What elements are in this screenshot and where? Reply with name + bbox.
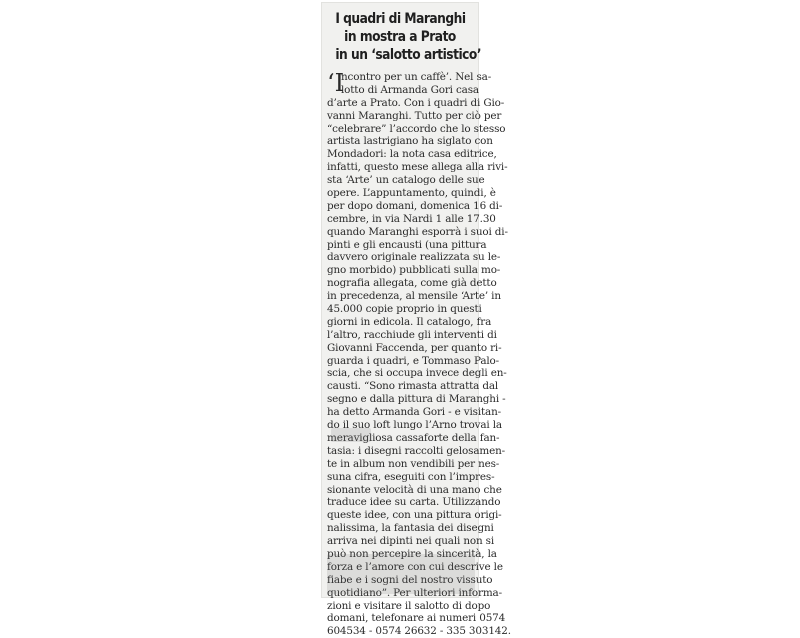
article-line: meravigliosa cassaforte della fan-	[327, 431, 500, 444]
newspaper-clipping	[321, 2, 511, 638]
article-line: in precedenza, al mensile ‘Arte’ in	[327, 290, 501, 303]
article-line: 604534 - 0574 26632 - 335 303142.	[327, 625, 511, 638]
article-line: ha detto Armanda Gori - e visitan-	[327, 406, 501, 419]
article-headline	[335, 10, 481, 64]
headline-line-3: in un ‘salotto artistico’	[335, 46, 481, 63]
article-line: opere. L’appuntamento, quindi, è	[327, 187, 496, 200]
article-line: per dopo domani, domenica 16 di-	[327, 199, 503, 212]
article-line: cembre, in via Nardi 1 alle 17.30	[327, 212, 496, 225]
article-line: traduce idee su carta. Utilizzando	[327, 496, 501, 509]
article-line: infatti, questo mese allega alla rivi-	[327, 161, 508, 174]
article-line: forza e l’amore con cui descrive le	[327, 560, 503, 573]
article-line: Mondadori: la nota casa editrice,	[327, 148, 497, 161]
article-line: arriva nei dipinti nei quali non si	[327, 535, 495, 548]
article-line: tasia: i disegni raccolti gelosamen-	[327, 444, 505, 457]
paper-scuff-mark	[327, 554, 503, 594]
article-line: nalissima, la fantasia dei disegni	[327, 522, 494, 535]
article-line: nografia allegata, come già detto	[327, 277, 497, 290]
article-line: può non percepire la sincerità, la	[327, 547, 497, 560]
article-line: “celebrare” l’accordo che lo stesso	[327, 122, 506, 135]
article-line: ncontro per un caffè’. Nel sa-	[341, 71, 492, 83]
article-line: scia, che si occupa invece degli en-	[327, 367, 507, 380]
article-dropcap: ‘I	[327, 69, 345, 97]
article-line: zioni e visitare il salotto di dopo	[327, 599, 491, 612]
article-line: d’arte a Prato. Con i quadri di Gio-	[327, 96, 505, 109]
article-line: 45.000 copie proprio in questi	[327, 303, 482, 316]
article-line: do il suo loft lungo l’Arno trovai la	[327, 419, 502, 432]
article-line: quotidiano”. Per ulteriori informa-	[327, 586, 502, 599]
article-line: lotto di Armanda Gori casa	[341, 83, 479, 96]
article-line: suna cifra, eseguiti con l’impres-	[327, 470, 495, 483]
article-line: quando Maranghi esporrà i suoi di-	[327, 225, 508, 238]
article-line: domani, telefonare ai numeri 0574	[327, 612, 506, 625]
headline-line-1: I quadri di Maranghi	[335, 10, 466, 27]
article-line: davvero originale realizzata su le-	[327, 251, 501, 264]
article-line: pinti e gli encausti (una pittura	[327, 238, 487, 251]
article-line: causti. “Sono rimasta attratta dal	[327, 380, 499, 393]
article-body	[327, 71, 511, 638]
article-line: te in album non vendibili per nes-	[327, 457, 500, 470]
headline-line-2: in mostra a Prato	[344, 28, 456, 45]
article-line: sionante velocità di una mano che	[327, 483, 502, 496]
article-line: sta ‘Arte’ un catalogo delle sue	[327, 174, 485, 187]
article-line: gno morbido) pubblicati sulla mo-	[327, 264, 501, 277]
article-line: vanni Maranghi. Tutto per ciò per	[327, 109, 502, 122]
article-line: guarda i quadri, e Tommaso Palo-	[327, 354, 499, 367]
article-line: l’altro, racchiude gli interventi di	[327, 328, 497, 341]
article-line: artista lastrigiano ha siglato con	[327, 135, 493, 148]
article-line: segno e dalla pittura di Maranghi -	[327, 393, 506, 406]
article-line: fiabe e i sogni del nostro vissuto	[327, 573, 493, 586]
article-line: giorni in edicola. Il catalogo, fra	[327, 315, 492, 328]
article-line: queste idee, con una pittura origi-	[327, 509, 502, 522]
article-line: Giovanni Faccenda, per quanto ri-	[327, 341, 502, 354]
paper-scuff-mark	[331, 428, 371, 442]
